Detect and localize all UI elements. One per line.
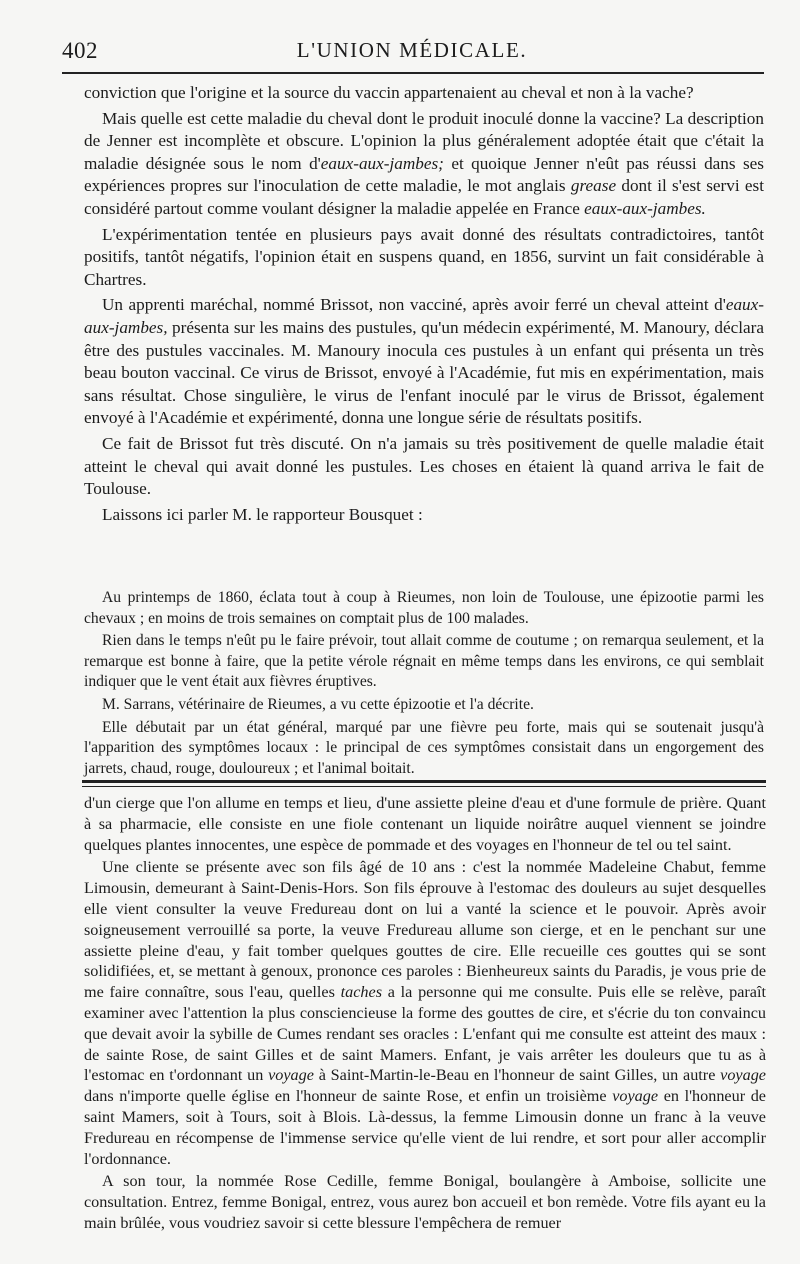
page-header (62, 38, 762, 68)
page-number: 402 (62, 38, 98, 63)
paragraph: L'expérimentation tentée en plusieurs pays avait donné des résultats contradictoires, tantôt positifs, tantôt négatifs, l'opinion était en suspens quand, en 1856, survint un fait considérable à Chartres. (84, 224, 764, 289)
feuilleton-rule (82, 780, 766, 783)
italic-term: eaux-aux-jambes. (584, 198, 706, 218)
quote-paragraph: Au printemps de 1860, éclata tout à coup à Rieumes, non loin de Toulouse, une épizootie parmi les chevaux ; en moins de trois semaines on comptait plus de 100 malades. (84, 589, 764, 627)
italic-term: voyage (612, 1087, 659, 1106)
paragraph: A son tour, la nommée Rose Cedille, femme Bonigal, boulangère à Amboise, sollicite une consultation. Entrez, femme Bonigal, entrez, vous aurez bon accueil et bon remède. Votre fils ayant eu la main brûlée, vous voudriez savoir si cette blessure l'empêchera de remuer (84, 1172, 766, 1232)
paragraph: Ce fait de Brissot fut très discuté. On n'a jamais su très positivement de quelle maladie était atteint le cheval qui avait donné les pustules. Les choses en étaient là quand arriva le fait de Toulouse. (84, 433, 764, 499)
quote-paragraph: M. Sarrans, vétérinaire de Rieumes, a vu cette épizootie et l'a décrite. (102, 695, 534, 713)
paragraph: Une cliente se présente avec son fils âgé de 10 ans : c'est la nommée Madeleine Chabut, femme Limousin, demeurant à Saint-Denis-Hors. Son fils éprouve à l'estomac des douleurs au sujet desquelles elle vient consulter la veuve Fredureau dont on lui a vanté la science et le pouvoir. Après avoir soigneusement verrouillé sa porte, la veuve Fredureau allume son cierge, et en le penchant sur une assiette pleine d'eau, y fait tomber quelques gouttes de cire. Elle recueille ces gouttes qui se sont solidifiées, et, se mettant à genoux, prononce ces paroles : Bienheureux saints du Paradis, je vous prie de me faire connaître, sous l'eau, quelles taches a la personne qui me consulte. Puis elle se relève, paraît examiner avec l'attention la plus consciencieuse la forme des gouttes de cire, et s'écrie du ton convaincu que devait avoir la sybille de Cumes rendant ses oracles : L'enfant qui me consulte est atteint des maux : de sainte Rose, de saint Gilles et de saint Mamers. Enfant, je vais arrêter les douleurs que tu as à l'estomac en t'ordonnant un voyage à Saint-Martin-le-Beau en l'honneur de saint Gilles, un autre voyage dans n'importe quelle église en l'honneur de sainte Rose, et enfin un troisième voyage en l'honneur de saint Mamers, soit à Tours, soit à Blois. Là-dessus, la femme Limousin donne un franc à la veuve Fredureau en récompense de l'immense service qu'elle vient de lui rendre, et sort pour aller accomplir l'ordonnance. (84, 858, 766, 1168)
italic-term: voyage (268, 1066, 314, 1085)
feuilleton-rule (82, 786, 766, 787)
paragraph: Laissons ici parler M. le rapporteur Bousquet : (102, 504, 423, 524)
quoted-report (84, 588, 764, 779)
italic-term: eaux-aux-jambes, (84, 295, 764, 337)
feuilleton-article (84, 793, 766, 1234)
italic-term: taches (340, 983, 383, 1002)
italic-term: grease (570, 176, 617, 196)
running-title: L'UNION MÉDICALE. (296, 38, 528, 62)
paragraph: Un apprenti maréchal, nommé Brissot, non vacciné, après avoir ferré un cheval atteint d'eaux-aux-jambes, présenta sur les mains des pustules, qu'un médecin expérimenté, M. Manoury, déclara être des pustules vaccinales. M. Manoury inocula ces pustules à un enfant qui présenta un très beau bouton vaccinal. Ce virus de Brissot, envoyé à l'Académie, fut mis en expérimentation, mais sans résultat. Chose singulière, le virus de l'enfant inoculé par le virus de Brissot, également envoyé à l'Académie et expérimenté, donna une longue série de résultats positifs. (84, 295, 764, 428)
quote-paragraph: Elle débutait par un état général, marqué par une fièvre peu forte, mais qui se soutenait jusqu'à l'apparition des symptômes locaux : le principal de ces symptômes consistait dans un engorgement des jarrets, chaud, rouge, douloureux ; et l'animal boitait. (84, 718, 764, 777)
italic-term: voyage (720, 1066, 766, 1085)
header-rule (62, 72, 764, 74)
italic-term: eaux-aux-jambes; (320, 153, 444, 173)
main-article (84, 82, 764, 526)
paragraph: conviction que l'origine et la source du vaccin appartenaient au cheval et non à la vache? (84, 83, 694, 102)
quote-paragraph: Rien dans le temps n'eût pu le faire prévoir, tout allait comme de coutume ; on remarqua seulement, et la remarque est bonne à faire, que la petite vérole régnait en même temps dans les environs, ce qui semblait indiquer que le vent était aux fièvres éruptives. (84, 632, 764, 691)
paragraph: d'un cierge que l'on allume en temps et lieu, d'une assiette pleine d'eau et d'une formule de prière. Quant à sa pharmacie, elle consiste en une fiole contenant un liquide noirâtre auquel viennent se joindre quelques plantes innocentes, une espèce de pommade et des voyages en l'honneur de tel ou tel saint. (84, 794, 766, 854)
paragraph: Mais quelle est cette maladie du cheval dont le produit inoculé donne la vaccine? La description de Jenner est incomplète et obscure. L'opinion la plus généralement adoptée était que c'était la maladie désignée sous le nom d'eaux-aux-jambes; et quoique Jenner n'eût pas réussi dans ses expériences propres sur l'inoculation de cette maladie, le mot anglais grease dont il s'est servi est considéré partout comme voulant désigner la maladie appelée en France eaux-aux-jambes. (84, 108, 764, 218)
